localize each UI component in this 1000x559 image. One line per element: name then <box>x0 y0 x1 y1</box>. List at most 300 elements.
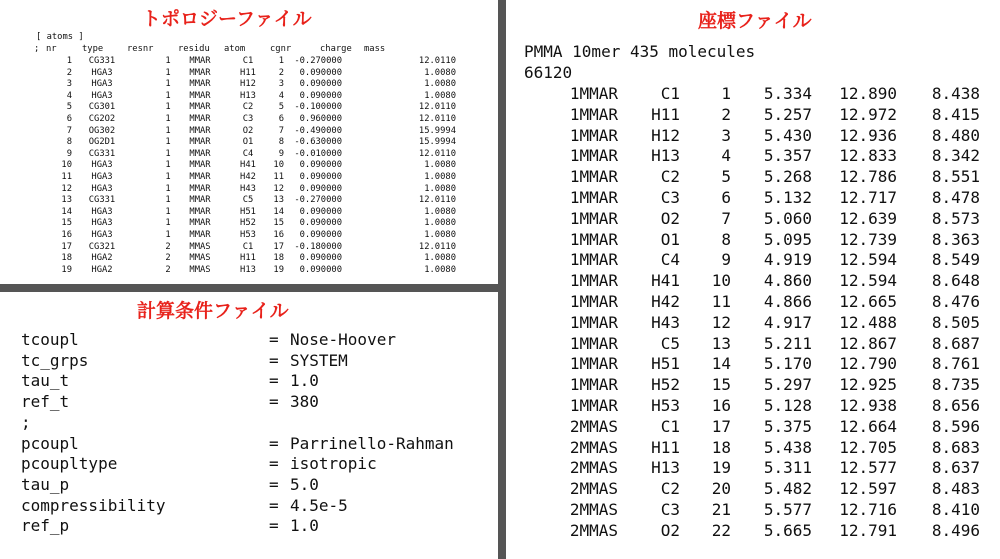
atom-cell-resnr: 1 <box>165 102 171 113</box>
atom-cell-residu: MMAR <box>189 183 211 194</box>
atom-cell-cgnr: 11 <box>273 172 284 182</box>
atom-row <box>0 56 498 68</box>
header-charge: charge <box>320 44 352 54</box>
atom-cell-nr: 4 <box>66 90 72 101</box>
atom-cell-charge: 0.090000 <box>299 206 342 217</box>
coord-cell-z: 8.480 <box>931 125 980 145</box>
atom-cell-atom: O1 <box>242 137 254 148</box>
param-key: tcoupl <box>21 330 79 349</box>
coord-row <box>506 104 1000 125</box>
coord-row <box>506 145 1000 166</box>
param-line <box>21 391 491 412</box>
param-line <box>21 474 491 495</box>
coord-cell-residue: 1MMAR <box>569 125 618 145</box>
atom-cell-nr: 10 <box>61 160 72 171</box>
coord-cell-atom: C2 <box>660 479 680 499</box>
atom-cell-cgnr: 5 <box>278 102 284 113</box>
atom-cell-type: HGA2 <box>91 264 113 275</box>
coord-cell-x: 4.860 <box>763 271 812 291</box>
atom-cell-resnr: 2 <box>165 253 171 264</box>
param-line <box>21 495 491 516</box>
atom-cell-charge: 0.090000 <box>299 79 342 90</box>
coord-cell-index: 10 <box>711 271 731 291</box>
coord-cell-x: 5.060 <box>763 208 812 228</box>
atom-cell-nr: 9 <box>66 148 72 159</box>
coord-cell-x: 5.257 <box>763 104 812 124</box>
coord-cell-atom: H41 <box>651 271 680 291</box>
atom-cell-type: CG301 <box>88 102 116 113</box>
atom-row <box>0 265 498 277</box>
coord-cell-y: 12.716 <box>839 500 897 519</box>
atom-cell-type: HGA3 <box>91 230 113 240</box>
coord-cell-z: 8.761 <box>931 354 980 374</box>
atom-cell-cgnr: 7 <box>278 125 284 136</box>
atom-cell-mass: 1.0080 <box>424 90 456 101</box>
coord-cell-z: 8.476 <box>931 292 980 311</box>
atom-cell-residu: MMAR <box>189 148 211 159</box>
atom-cell-charge: 0.090000 <box>299 253 342 264</box>
atom-cell-type: HGA3 <box>91 183 113 194</box>
atom-cell-cgnr: 13 <box>273 195 284 206</box>
atom-cell-residu: MMAS <box>189 264 211 275</box>
coord-cell-residue: 2MMAS <box>569 520 618 540</box>
coord-cell-x: 5.482 <box>763 479 812 499</box>
coord-cell-atom: H13 <box>651 146 680 166</box>
coord-row <box>506 166 1000 187</box>
atom-cell-mass: 12.0110 <box>418 148 456 159</box>
coord-cell-residue: 2MMAS <box>569 500 618 519</box>
atom-cell-type: CG331 <box>88 148 116 159</box>
coord-cell-x: 5.211 <box>763 333 812 353</box>
coord-cell-x: 5.438 <box>763 437 812 457</box>
atom-row <box>0 126 498 138</box>
param-key: tau_t <box>21 371 70 391</box>
coord-cell-atom: C1 <box>660 416 680 436</box>
coord-cell-residue: 1MMAR <box>569 229 618 249</box>
coord-cell-x: 5.430 <box>763 125 812 145</box>
atom-cell-atom: H41 <box>240 160 256 171</box>
coord-cell-y: 12.594 <box>839 271 897 291</box>
coord-cell-x: 5.357 <box>763 146 812 166</box>
coord-cell-z: 8.656 <box>931 396 980 415</box>
coord-cell-x: 5.268 <box>763 167 812 187</box>
atom-cell-residu: MMAR <box>189 114 211 124</box>
coord-cell-x: 4.919 <box>763 250 812 270</box>
atom-cell-resnr: 1 <box>165 125 171 136</box>
atom-cell-mass: 1.0080 <box>424 206 456 217</box>
atom-cell-charge: 0.090000 <box>299 264 342 275</box>
atom-row <box>0 102 498 114</box>
atom-row <box>0 79 498 91</box>
atom-cell-nr: 11 <box>61 172 72 182</box>
atom-cell-type: CG331 <box>88 56 116 66</box>
atom-row <box>0 242 498 254</box>
coord-cell-atom: H52 <box>651 375 680 395</box>
atom-row <box>0 230 498 242</box>
atom-cell-residu: MMAR <box>189 67 211 78</box>
coord-cell-y: 12.665 <box>839 292 897 311</box>
atom-cell-charge: 0.090000 <box>299 183 342 194</box>
atom-cell-cgnr: 19 <box>273 264 284 275</box>
coord-cell-residue: 2MMAS <box>569 416 618 436</box>
coord-cell-atom: C1 <box>660 84 680 103</box>
coord-cell-y: 12.972 <box>839 104 897 124</box>
coord-cell-z: 8.596 <box>931 416 980 436</box>
atom-cell-cgnr: 2 <box>278 67 284 78</box>
coord-row <box>506 499 1000 520</box>
coord-cell-index: 12 <box>711 312 731 332</box>
coord-cell-z: 8.549 <box>931 250 980 270</box>
coord-cell-index: 6 <box>721 188 731 207</box>
atom-cell-atom: C5 <box>242 195 254 206</box>
atom-cell-atom: H13 <box>240 90 256 101</box>
coord-cell-index: 21 <box>711 500 731 519</box>
topology-title: トポロジーファイル <box>142 8 312 30</box>
coord-cell-x: 5.665 <box>763 520 812 540</box>
atom-cell-type: OG302 <box>88 125 116 136</box>
atom-cell-type: HGA3 <box>91 206 113 217</box>
coord-row <box>506 187 1000 208</box>
coord-row <box>506 353 1000 374</box>
coord-cell-x: 5.132 <box>763 188 812 207</box>
coord-cell-residue: 1MMAR <box>569 208 618 228</box>
coord-cell-y: 12.639 <box>839 208 897 228</box>
atom-cell-cgnr: 6 <box>278 114 284 124</box>
atom-cell-resnr: 1 <box>165 172 171 182</box>
param-equals: = <box>269 371 279 391</box>
atom-cell-type: HGA3 <box>91 160 113 171</box>
atom-cell-charge: -0.010000 <box>294 148 342 159</box>
coord-cell-y: 12.577 <box>839 458 897 478</box>
atom-cell-type: OG2D1 <box>88 137 116 148</box>
coord-cell-x: 5.375 <box>763 416 812 436</box>
param-line <box>21 453 491 474</box>
atoms-section-label: [ atoms ] <box>36 32 84 42</box>
coord-cell-x: 5.170 <box>763 354 812 374</box>
atom-cell-resnr: 2 <box>165 241 171 252</box>
param-line <box>21 329 491 350</box>
atom-cell-charge: -0.180000 <box>294 241 342 252</box>
coord-cell-y: 12.705 <box>839 437 897 457</box>
param-equals: = <box>269 516 279 536</box>
atom-cell-type: HGA3 <box>91 90 113 101</box>
atom-cell-residu: MMAR <box>189 230 211 240</box>
atom-cell-charge: -0.630000 <box>294 137 342 148</box>
coord-cell-index: 11 <box>711 292 731 311</box>
coord-cell-x: 5.128 <box>763 396 812 415</box>
params-title: 計算条件ファイル <box>137 300 289 322</box>
atom-cell-nr: 12 <box>61 183 72 194</box>
atom-cell-charge: -0.270000 <box>294 195 342 206</box>
coord-cell-index: 14 <box>711 354 731 374</box>
coord-cell-z: 8.573 <box>931 208 980 228</box>
atom-cell-atom: O2 <box>242 125 254 136</box>
coord-cell-y: 12.597 <box>839 479 897 499</box>
atom-cell-atom: H13 <box>240 264 256 275</box>
atom-cell-type: CG2O2 <box>88 114 116 124</box>
coord-cell-index: 15 <box>711 375 731 395</box>
coord-cell-x: 5.297 <box>763 375 812 395</box>
param-equals: = <box>269 433 279 453</box>
topology-panel <box>0 0 498 284</box>
coord-cell-x: 4.866 <box>763 292 812 311</box>
param-key: pcoupltype <box>21 454 118 474</box>
coord-cell-index: 18 <box>711 437 731 457</box>
param-equals: = <box>269 454 279 474</box>
coord-cell-residue: 1MMAR <box>569 188 618 207</box>
coord-cell-z: 8.496 <box>931 520 980 540</box>
atom-cell-mass: 1.0080 <box>424 79 456 90</box>
atom-cell-cgnr: 12 <box>273 183 284 194</box>
atom-cell-resnr: 1 <box>165 160 171 171</box>
atom-cell-cgnr: 17 <box>273 241 284 252</box>
atom-cell-resnr: 1 <box>165 230 171 240</box>
atom-cell-type: HGA3 <box>91 67 113 78</box>
coord-cell-atom: C3 <box>660 500 680 519</box>
horizontal-divider <box>0 284 498 292</box>
atom-cell-atom: H42 <box>240 172 256 182</box>
atom-cell-residu: MMAR <box>189 79 211 90</box>
coord-cell-z: 8.483 <box>931 479 980 499</box>
coord-cell-index: 17 <box>711 416 731 436</box>
atom-cell-type: HGA3 <box>91 172 113 182</box>
coord-row <box>506 125 1000 146</box>
coord-cell-z: 8.410 <box>931 500 980 519</box>
atom-cell-nr: 8 <box>66 137 72 148</box>
param-line <box>21 515 491 536</box>
atom-cell-charge: 0.090000 <box>299 230 342 240</box>
atom-cell-atom: C1 <box>242 241 254 252</box>
atom-cell-atom: H51 <box>240 206 256 217</box>
coord-cell-index: 2 <box>721 104 731 124</box>
coord-cell-y: 12.890 <box>839 84 897 103</box>
atom-cell-resnr: 1 <box>165 206 171 217</box>
atom-cell-atom: H11 <box>240 253 256 264</box>
coords-count-line: 66120 <box>524 63 573 82</box>
atom-cell-atom: C3 <box>242 114 254 124</box>
coord-cell-residue: 2MMAS <box>569 458 618 478</box>
atom-row <box>0 149 498 161</box>
coords-header-line: PMMA 10mer 435 molecules <box>524 42 756 61</box>
param-value: 5.0 <box>290 474 319 494</box>
coord-row <box>506 208 1000 229</box>
coord-cell-residue: 1MMAR <box>569 292 618 311</box>
atom-cell-charge: 0.960000 <box>299 114 342 124</box>
coord-cell-y: 12.717 <box>839 188 897 207</box>
atom-cell-residu: MMAR <box>189 206 211 217</box>
atom-cell-mass: 1.0080 <box>424 264 456 275</box>
param-line <box>21 370 491 391</box>
coord-row <box>506 291 1000 312</box>
param-equals: = <box>269 392 279 412</box>
atom-cell-residu: MMAR <box>189 160 211 171</box>
header-mass: mass <box>364 44 386 54</box>
atom-cell-charge: 0.090000 <box>299 172 342 182</box>
atom-cell-resnr: 2 <box>165 264 171 275</box>
atom-cell-mass: 15.9994 <box>418 125 456 136</box>
atom-cell-mass: 1.0080 <box>424 172 456 182</box>
atom-row <box>0 68 498 80</box>
coord-cell-x: 5.334 <box>763 84 812 103</box>
coord-cell-index: 16 <box>711 396 731 415</box>
coord-cell-y: 12.594 <box>839 250 897 270</box>
atom-cell-type: HGA3 <box>91 79 113 90</box>
coord-cell-z: 8.735 <box>931 375 980 395</box>
coord-row <box>506 312 1000 333</box>
coord-cell-atom: O2 <box>660 208 680 228</box>
param-key: ref_p <box>21 516 70 536</box>
atom-cell-charge: -0.100000 <box>294 102 342 113</box>
coord-cell-z: 8.478 <box>931 188 980 207</box>
atom-cell-residu: MMAS <box>189 253 211 264</box>
coord-row <box>506 478 1000 499</box>
coord-cell-residue: 1MMAR <box>569 333 618 353</box>
coord-cell-z: 8.438 <box>931 84 980 103</box>
atom-cell-mass: 1.0080 <box>424 160 456 171</box>
coord-cell-z: 8.505 <box>931 312 980 332</box>
param-equals: = <box>269 474 279 494</box>
coord-row <box>506 83 1000 104</box>
param-key: pcoupl <box>21 433 79 453</box>
coord-row <box>506 374 1000 395</box>
atom-cell-atom: H53 <box>240 230 256 240</box>
atom-row <box>0 184 498 196</box>
atom-cell-mass: 1.0080 <box>424 218 456 229</box>
atoms-table-header <box>0 44 498 56</box>
atom-cell-resnr: 1 <box>165 90 171 101</box>
atom-cell-resnr: 1 <box>165 67 171 78</box>
atom-cell-mass: 12.0110 <box>418 102 456 113</box>
coord-cell-residue: 2MMAS <box>569 479 618 499</box>
coord-cell-index: 22 <box>711 520 731 540</box>
atom-cell-cgnr: 18 <box>273 253 284 264</box>
atom-cell-resnr: 1 <box>165 114 171 124</box>
coord-cell-residue: 1MMAR <box>569 271 618 291</box>
param-value: 380 <box>290 392 319 412</box>
coord-cell-x: 5.577 <box>763 500 812 519</box>
atom-row <box>0 253 498 265</box>
atom-cell-charge: -0.270000 <box>294 56 342 66</box>
param-line <box>21 412 491 433</box>
atom-cell-nr: 16 <box>61 230 72 240</box>
param-value: 1.0 <box>290 516 319 536</box>
atom-cell-resnr: 1 <box>165 79 171 90</box>
coord-row <box>506 270 1000 291</box>
atom-row <box>0 172 498 184</box>
atom-cell-cgnr: 3 <box>278 79 284 90</box>
coord-cell-atom: H53 <box>651 396 680 415</box>
atom-row <box>0 91 498 103</box>
param-key: tc_grps <box>21 350 89 370</box>
param-key: compressibility <box>21 495 166 515</box>
coord-cell-residue: 1MMAR <box>569 312 618 332</box>
coord-cell-index: 3 <box>721 125 731 145</box>
coord-row <box>506 333 1000 354</box>
coord-cell-z: 8.415 <box>931 104 980 124</box>
coord-cell-residue: 1MMAR <box>569 146 618 166</box>
coord-row <box>506 229 1000 250</box>
coord-cell-residue: 1MMAR <box>569 250 618 270</box>
coord-cell-atom: H13 <box>651 458 680 478</box>
atom-cell-charge: 0.090000 <box>299 218 342 229</box>
atom-cell-residu: MMAR <box>189 218 211 229</box>
atom-cell-residu: MMAR <box>189 56 211 66</box>
param-equals: = <box>269 495 279 515</box>
atom-cell-nr: 15 <box>61 218 72 229</box>
atom-cell-nr: 2 <box>66 67 72 78</box>
atom-cell-mass: 12.0110 <box>418 195 456 206</box>
atom-cell-mass: 12.0110 <box>418 114 456 124</box>
atom-cell-nr: 18 <box>61 253 72 264</box>
coord-cell-y: 12.936 <box>839 125 897 145</box>
coord-cell-atom: H42 <box>651 292 680 311</box>
atom-cell-type: CG331 <box>88 195 116 206</box>
atom-cell-residu: MMAS <box>189 241 211 252</box>
atom-cell-residu: MMAR <box>189 195 211 206</box>
coords-panel <box>506 0 1000 559</box>
atom-cell-resnr: 1 <box>165 56 171 66</box>
coord-cell-residue: 1MMAR <box>569 104 618 124</box>
atom-cell-cgnr: 9 <box>278 148 284 159</box>
coord-cell-z: 8.342 <box>931 146 980 166</box>
atom-cell-atom: C1 <box>242 56 254 66</box>
atom-cell-atom: H11 <box>240 67 256 78</box>
atom-row <box>0 114 498 126</box>
coord-cell-y: 12.938 <box>839 396 897 415</box>
coord-cell-residue: 1MMAR <box>569 84 618 103</box>
param-line <box>21 433 491 454</box>
coord-row <box>506 437 1000 458</box>
atom-cell-cgnr: 15 <box>273 218 284 229</box>
atom-cell-cgnr: 8 <box>278 137 284 148</box>
atom-cell-atom: H52 <box>240 218 256 229</box>
coord-cell-atom: H51 <box>651 354 680 374</box>
param-line <box>21 350 491 371</box>
atom-cell-nr: 3 <box>66 79 72 90</box>
coord-cell-atom: C2 <box>660 167 680 187</box>
header-comment: ; <box>34 44 40 54</box>
atom-cell-cgnr: 4 <box>278 90 284 101</box>
atom-row <box>0 195 498 207</box>
atom-cell-residu: MMAR <box>189 172 211 182</box>
coord-cell-residue: 1MMAR <box>569 375 618 395</box>
coords-title: 座標ファイル <box>698 10 812 32</box>
atom-cell-resnr: 1 <box>165 195 171 206</box>
coord-cell-residue: 1MMAR <box>569 167 618 187</box>
atom-cell-nr: 6 <box>66 114 72 124</box>
coord-cell-z: 8.637 <box>931 458 980 478</box>
coord-cell-y: 12.786 <box>839 167 897 187</box>
coord-row <box>506 416 1000 437</box>
coord-cell-x: 5.311 <box>763 458 812 478</box>
atom-cell-cgnr: 14 <box>273 206 284 217</box>
atom-cell-resnr: 1 <box>165 148 171 159</box>
header-atom: atom <box>224 44 246 54</box>
atom-cell-mass: 1.0080 <box>424 230 456 240</box>
coord-cell-y: 12.867 <box>839 333 897 353</box>
header-resnr: resnr <box>127 44 154 54</box>
coord-cell-y: 12.833 <box>839 146 897 166</box>
header-type: type <box>82 44 104 54</box>
coord-cell-atom: H11 <box>651 104 680 124</box>
coord-cell-atom: C4 <box>660 250 680 270</box>
param-equals: = <box>269 350 279 370</box>
atom-cell-mass: 12.0110 <box>418 241 456 252</box>
coord-cell-index: 7 <box>721 208 731 228</box>
coord-cell-index: 1 <box>721 84 731 103</box>
coord-cell-atom: C3 <box>660 188 680 207</box>
atom-cell-atom: H12 <box>240 79 256 90</box>
